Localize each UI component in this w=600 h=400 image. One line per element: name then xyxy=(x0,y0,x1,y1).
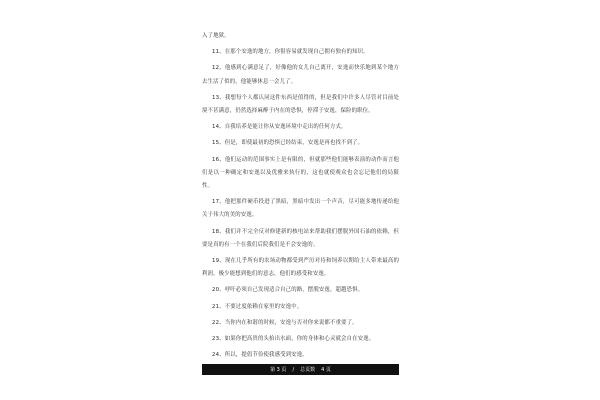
page-separator: / xyxy=(292,366,295,373)
paragraph-19: 19、现在几乎所有的农场动物都受到严厉对待和饲养以期给主人带来最高的利润，极少能想到他们的意志，他们的感受和安逸。 xyxy=(202,258,399,278)
paragraph-0: 入了地狱。 xyxy=(202,33,230,39)
page-footer xyxy=(202,364,399,375)
paragraph-23: 23、如果你把高贵的头抬出水面，你的身体和心灵就会自在安逸。 xyxy=(212,336,375,343)
paragraph-16: 16、他们运动的范围事实上是有限的，但就那些他们能够表演的动作而言他们是以一种确定和安逸以及优雅来执行的，这也就使观众也会忘记他们的局限性。 xyxy=(202,156,399,190)
current-page-label: 第 3 页 xyxy=(270,367,287,373)
total-pages-label: 总页数 xyxy=(300,367,316,373)
paragraph-12: 12、他感到心满意足了，好像他的女儿自己离开，安逸而快乐地到某个地方去生活了似的，他能够休息一会儿了。 xyxy=(202,65,399,85)
paragraph-13: 13、我想每个人都认同这件东西是值得的，但是我们中许多人尽管对目前处境不甚满意，仍然选择麻醉于内在的恐惧，停滞于安逸，保险的职位。 xyxy=(202,94,399,115)
paragraph-14: 14、自我培养是能让你从安逸环境中走出的任何方式。 xyxy=(212,124,347,131)
paragraph-22: 22、当你内在和谐的时候，安逸与否对你来说都不重要了。 xyxy=(212,319,358,326)
paragraph-17: 17、他把那件硬币投进了黑暗，黑暗中发出一个声音，尽可能多地传递给他关于伟大的美的安逸。 xyxy=(202,199,399,219)
paragraph-21: 21、不要过度依赖在家里的安逸中。 xyxy=(212,303,303,310)
total-pages-value: 4 页 xyxy=(321,367,331,373)
paragraph-24: 24、所以，提倡节俭使我感受到安逸。 xyxy=(212,352,308,359)
paragraph-18: 18、我们并不完全反对修建新的核电站来帮助我们摆脱外国石油的依赖，但要是真的有一个在我们后院我们是不会安逸的。 xyxy=(202,228,399,248)
paragraph-11: 11、在那个安逸的地方，你很容易就发现自己拥有独有的知识。 xyxy=(212,49,369,56)
paragraph-15: 15、但是，即使最初的恐惧已经结束，安逸是再也找不到了。 xyxy=(212,140,364,147)
paragraph-20: 20、呼吁必须自己发现适合自己的路，摆脱安逸，超越恐惧。 xyxy=(212,287,364,294)
document-body xyxy=(202,30,399,365)
